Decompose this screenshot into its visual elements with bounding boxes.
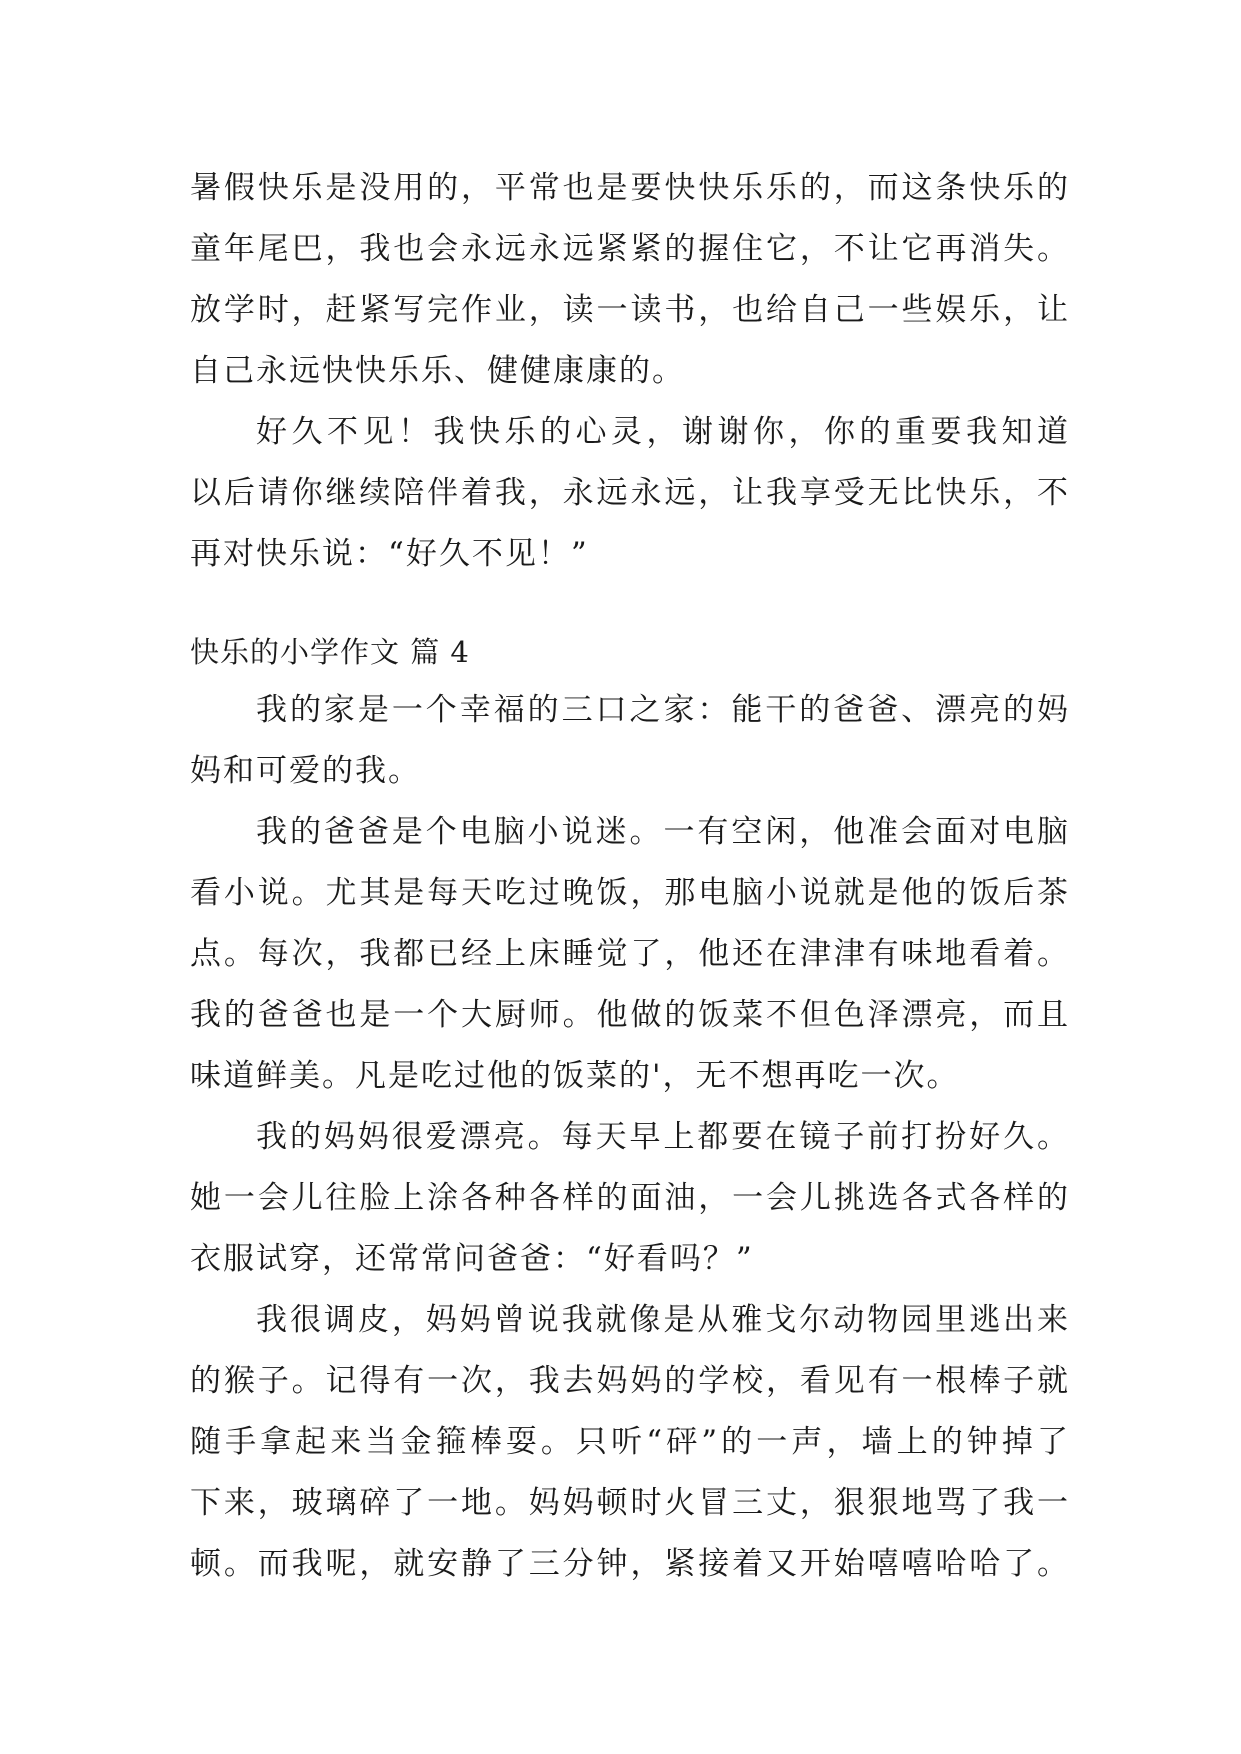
paragraph-first-line: 我很调皮，妈妈曾说我就像是从雅戈尔动物园里逃出来 — [256, 1302, 1070, 1338]
text-line: 放学时，赶紧写完作业，读一读书，也给自己一些娱乐，让 — [190, 292, 1070, 328]
text-line: 再对快乐说：“好久不见！” — [190, 536, 589, 572]
text-line: 她一会儿往脸上涂各种各样的面油，一会儿挑选各式各样的 — [190, 1180, 1070, 1216]
text-line: 衣服试穿，还常常问爸爸：“好看吗？” — [190, 1241, 754, 1277]
text-line: 的猴子。记得有一次，我去妈妈的学校，看见有一根棒子就 — [190, 1363, 1070, 1399]
paragraph-first-line: 我的家是一个幸福的三口之家：能干的爸爸、漂亮的妈 — [256, 692, 1070, 728]
text-line: 看小说。尤其是每天吃过晚饭，那电脑小说就是他的饭后茶 — [190, 875, 1070, 911]
text-line: 顿。而我呢，就安静了三分钟，紧接着又开始嘻嘻哈哈了。 — [190, 1546, 1070, 1582]
text-line: 味道鲜美。凡是吃过他的饭菜的'，无不想再吃一次。 — [190, 1058, 960, 1094]
text-line: 随手拿起来当金箍棒耍。只听“砰”的一声，墙上的钟掉了 — [190, 1424, 1070, 1460]
text-line: 童年尾巴，我也会永远永远紧紧的握住它，不让它再消失。 — [190, 231, 1070, 267]
section-title: 快乐的小学作文 篇 4 — [190, 635, 470, 669]
text-line: 下来，玻璃碎了一地。妈妈顿时火冒三丈，狠狠地骂了我一 — [190, 1485, 1070, 1521]
text-line: 暑假快乐是没用的，平常也是要快快乐乐的，而这条快乐的 — [190, 170, 1070, 206]
text-line: 以后请你继续陪伴着我，永远永远，让我享受无比快乐，不 — [190, 475, 1070, 511]
paragraph-first-line: 好久不见！我快乐的心灵，谢谢你，你的重要我知道 — [256, 414, 1070, 450]
text-line: 自己永远快快乐乐、健健康康的。 — [190, 353, 685, 389]
text-line: 点。每次，我都已经上床睡觉了，他还在津津有味地看着。 — [190, 936, 1070, 972]
text-line: 我的爸爸也是一个大厨师。他做的饭菜不但色泽漂亮，而且 — [190, 997, 1070, 1033]
paragraph-first-line: 我的妈妈很爱漂亮。每天早上都要在镜子前打扮好久。 — [256, 1119, 1070, 1155]
paragraph-first-line: 我的爸爸是个电脑小说迷。一有空闲，他准会面对电脑 — [256, 814, 1070, 850]
text-line: 妈和可爱的我。 — [190, 753, 421, 789]
